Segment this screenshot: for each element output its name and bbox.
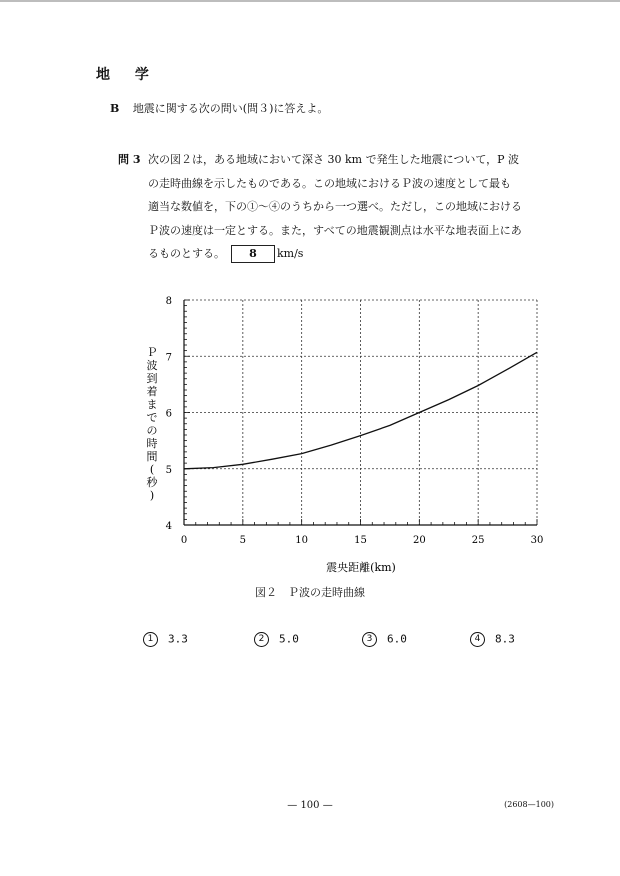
y-axis-label xyxy=(147,346,159,502)
subject-heading: 地 学 xyxy=(96,67,159,83)
choice-4-value: 8.3 xyxy=(495,632,515,646)
y-axis-label-char: 到 xyxy=(146,372,158,385)
x-tick-label-30: 30 xyxy=(530,535,544,546)
choice-1[interactable] xyxy=(143,632,188,647)
choice-2-value: 5.0 xyxy=(279,632,299,646)
x-tick-label-25: 25 xyxy=(471,535,485,546)
part-b-text: 地震に関する次の問い(問３)に答えよ。 xyxy=(132,102,329,115)
answer-unit: km/s xyxy=(277,247,304,260)
choice-1-value: 3.3 xyxy=(168,632,188,646)
y-tick-label-4: 4 xyxy=(165,521,172,532)
choice-3-value: 6.0 xyxy=(387,632,407,646)
question-line-5: るものとする。 8 km/s xyxy=(118,242,558,266)
choice-3[interactable] xyxy=(362,632,407,647)
y-axis-label-char: ま xyxy=(146,398,158,411)
y-axis-label-char: 時 xyxy=(146,437,158,450)
part-b-label: B xyxy=(110,102,120,115)
y-axis-label-char: ( xyxy=(149,463,155,476)
choice-1-mark: 1 xyxy=(143,632,158,647)
choice-4-mark: 4 xyxy=(470,632,485,647)
question-line-2: の走時曲線を示したものである。この地域におけるＰ波の速度として最も xyxy=(148,176,511,190)
choice-2[interactable] xyxy=(254,632,299,647)
x-tick-label-20: 20 xyxy=(412,535,426,546)
y-axis-label-char: 着 xyxy=(146,385,158,398)
x-tick-label-5: 5 xyxy=(239,535,247,546)
chart-grid xyxy=(184,300,537,525)
y-tick-label-5: 5 xyxy=(165,464,172,476)
chart-tick-labels xyxy=(166,296,544,546)
x-tick-label-10: 10 xyxy=(295,535,309,546)
x-tick-label-15: 15 xyxy=(354,535,367,546)
x-axis-label: 震央距離(km) xyxy=(326,561,396,574)
question-line-1: 問 3 次の図２は，ある地域において深さ 30 km で発生した地震について，P 波 xyxy=(118,148,558,172)
y-axis-label-char: 間 xyxy=(146,450,158,463)
question-label: 問 3 xyxy=(118,153,141,166)
y-axis-label-char: の xyxy=(146,424,158,437)
choice-2-mark: 2 xyxy=(254,632,269,647)
figure-caption: 図２ Ｐ波の走時曲線 xyxy=(255,586,365,599)
y-axis-label-char: ) xyxy=(149,489,155,502)
y-axis-label-char: 秒 xyxy=(146,476,158,489)
answer-box: 8 xyxy=(231,245,275,263)
y-tick-label-7: 7 xyxy=(165,352,172,364)
choice-3-mark: 3 xyxy=(362,632,377,647)
y-tick-label-6: 6 xyxy=(165,408,172,420)
question-line-3: 適当な数値を，下の①～④のうちから一つ選べ。ただし，この地域における xyxy=(148,200,522,213)
y-tick-label-8: 8 xyxy=(165,296,172,307)
question-line-4: Ｐ波の速度は一定とする。また，すべての地震観測点は水平な地表面上にあ xyxy=(148,223,522,237)
choice-4[interactable] xyxy=(470,632,515,647)
x-tick-label-0: 0 xyxy=(180,535,188,546)
y-axis-label-char: Ｐ xyxy=(146,346,158,359)
y-axis-label-char: 波 xyxy=(146,359,158,372)
exam-code: (2608—100) xyxy=(504,800,554,809)
page-number: — 100 — xyxy=(287,800,333,811)
y-axis-label-char: で xyxy=(146,411,158,424)
